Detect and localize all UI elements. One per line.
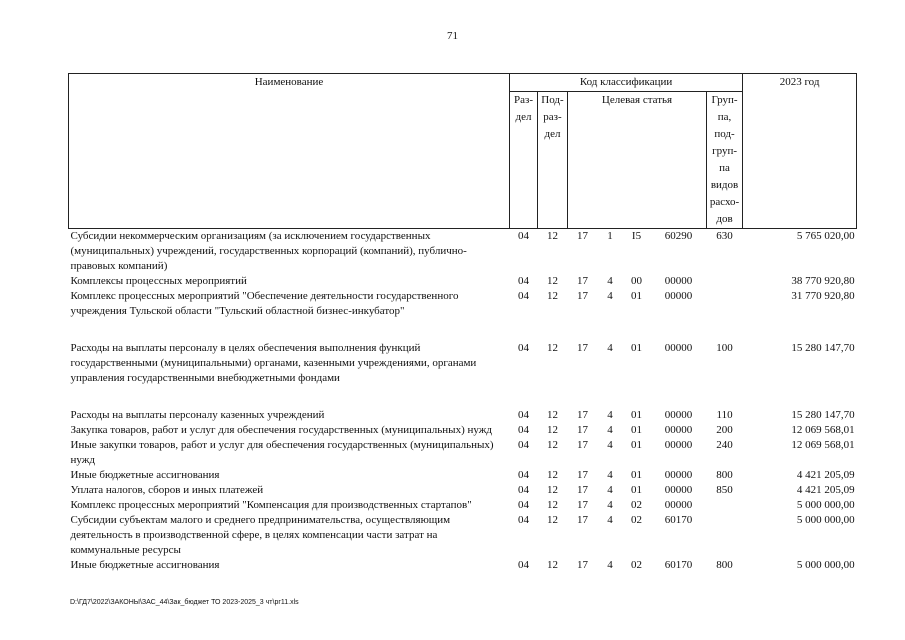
cell-t1: 17 [577,559,588,571]
cell-podrazdel: 12 [547,469,558,481]
cell-t4: 00000 [664,424,693,436]
cell-name: Комплекс процессных мероприятий "Обеспечение деятельности государственного учреждения Тульской области "Тульский областной бизнес-инкубатор" [70,290,459,317]
header-year: 2023 год [743,74,857,229]
table-row [69,423,857,438]
file-path-footer: D:\ГД7\2022\ЗАКОНЫ\ЗАС_44\Зак_бюджет ТО 2023-2025_3 чт\рг11.xls [70,599,299,606]
cell-name: Субсидии субъектам малого и среднего предпринимательства, осуществляющим деятельность в производственной сфере, в целях компенсации части затрат на коммунальные ресурсы [70,514,451,556]
table-row [69,289,857,319]
table-row [69,483,857,498]
cell-group [707,498,743,513]
cell-t3: 02 [631,499,642,511]
cell-razdel: 04 [518,342,529,354]
cell-razdel: 04 [518,469,529,481]
cell-group: 240 [716,439,733,451]
cell-razdel: 04 [518,424,529,436]
cell-amount: 12 069 568,01 [791,439,855,451]
cell-t2: 4 [607,469,613,481]
table-row [69,408,857,423]
table-row [69,513,857,558]
cell-group: 630 [716,230,733,242]
cell-t1: 17 [577,514,588,526]
cell-t4: 60170 [664,559,693,571]
cell-group: 100 [716,342,733,354]
cell-razdel: 04 [518,514,529,526]
header-podrazdel: Под- раз- дел [538,92,568,229]
cell-name: Иные бюджетные ассигнования [70,559,220,571]
cell-t2: 4 [607,342,613,354]
cell-name: Уплата налогов, сборов и иных платежей [70,484,264,496]
row-spacer [69,319,857,341]
cell-t2: 1 [607,230,613,242]
cell-podrazdel: 12 [547,559,558,571]
cell-t2: 4 [607,275,613,287]
cell-t2: 4 [607,514,613,526]
cell-name: Иные бюджетные ассигнования [70,469,220,481]
cell-name: Иные закупки товаров, работ и услуг для обеспечения государственных (муниципальных) нужд [70,439,494,466]
cell-t4: 00000 [664,499,693,511]
cell-t4: 60290 [664,230,693,242]
cell-name: Субсидии некоммерческим организациям (за исключением государственных (муниципальных) учреждений, государственных корпораций (компаний), публично-правовых компаний) [70,230,467,272]
cell-razdel: 04 [518,409,529,421]
cell-name: Комплексы процессных мероприятий [70,275,247,287]
header-target: Целевая статья [568,92,707,229]
cell-podrazdel: 12 [547,290,558,302]
cell-group: 850 [716,484,733,496]
cell-podrazdel: 12 [547,275,558,287]
table-header [69,74,857,229]
cell-t4: 60170 [664,514,693,526]
cell-name: Расходы на выплаты персоналу в целях обеспечения выполнения функций государственными (муниципальными) органами, казенными учреждениями, органами управления государственными внебюджетными фондами [70,342,477,384]
table-row [69,558,857,573]
cell-t1: 17 [577,409,588,421]
cell-name: Закупка товаров, работ и услуг для обеспечения государственных (муниципальных) нужд [70,424,492,436]
cell-podrazdel: 12 [547,484,558,496]
cell-t1: 17 [577,290,588,302]
cell-t1: 17 [577,230,588,242]
header-group: Груп- па, под- груп- па видов расхо- дов [707,92,743,229]
cell-t3: 01 [631,469,642,481]
header-razdel: Раз- дел [510,92,538,229]
cell-podrazdel: 12 [547,514,558,526]
cell-t3: I5 [631,230,642,242]
cell-t1: 17 [577,499,588,511]
cell-t3: 01 [631,290,642,302]
cell-amount: 15 280 147,70 [791,342,855,354]
cell-amount: 4 421 205,09 [796,484,855,496]
cell-t2: 4 [607,290,613,302]
cell-t4: 00000 [664,469,693,481]
cell-t1: 17 [577,342,588,354]
cell-t3: 02 [631,559,642,571]
cell-group: 800 [716,559,733,571]
cell-amount: 5 000 000,00 [796,499,855,511]
cell-t3: 01 [631,342,642,354]
budget-table [68,73,857,573]
cell-group: 110 [716,409,733,421]
cell-t3: 01 [631,424,642,436]
cell-t1: 17 [577,424,588,436]
cell-razdel: 04 [518,275,529,287]
header-name: Наименование [69,74,510,229]
cell-group [707,274,743,289]
cell-t2: 4 [607,439,613,451]
cell-t1: 17 [577,439,588,451]
cell-t1: 17 [577,484,588,496]
cell-podrazdel: 12 [547,499,558,511]
cell-razdel: 04 [518,559,529,571]
cell-podrazdel: 12 [547,409,558,421]
cell-razdel: 04 [518,230,529,242]
cell-amount: 5 000 000,00 [796,559,855,571]
cell-t1: 17 [577,469,588,481]
cell-t3: 01 [631,409,642,421]
cell-t4: 00000 [664,409,693,421]
cell-razdel: 04 [518,439,529,451]
cell-podrazdel: 12 [547,230,558,242]
page-number: 71 [447,30,458,42]
cell-razdel: 04 [518,484,529,496]
cell-t2: 4 [607,484,613,496]
cell-t3: 02 [631,514,642,526]
header-classification: Код классификации [510,74,743,92]
cell-name: Расходы на выплаты персоналу казенных учреждений [70,409,325,421]
table-row [69,274,857,289]
cell-group: 800 [716,469,733,481]
cell-t2: 4 [607,424,613,436]
cell-group [707,513,743,558]
cell-t1: 17 [577,275,588,287]
cell-name: Комплекс процессных мероприятий "Компенсация для производственных стартапов" [70,499,472,511]
cell-razdel: 04 [518,290,529,302]
cell-amount: 12 069 568,01 [791,424,855,436]
cell-amount: 15 280 147,70 [791,409,855,421]
table-row [69,229,857,275]
cell-t2: 4 [607,409,613,421]
cell-t4: 00000 [664,275,693,287]
table-row [69,438,857,468]
cell-t3: 00 [631,275,642,287]
cell-amount: 5 765 020,00 [796,230,855,242]
cell-t3: 01 [631,484,642,496]
cell-amount: 38 770 920,80 [791,275,855,287]
table-body [69,229,857,574]
cell-group [707,289,743,319]
cell-t2: 4 [607,559,613,571]
table-row [69,341,857,386]
cell-t4: 00000 [664,439,693,451]
row-spacer [69,386,857,408]
cell-podrazdel: 12 [547,424,558,436]
cell-amount: 31 770 920,80 [791,290,855,302]
cell-t4: 00000 [664,484,693,496]
table-row [69,498,857,513]
cell-t4: 00000 [664,342,693,354]
cell-t2: 4 [607,499,613,511]
cell-podrazdel: 12 [547,342,558,354]
cell-amount: 4 421 205,09 [796,469,855,481]
cell-razdel: 04 [518,499,529,511]
cell-amount: 5 000 000,00 [796,514,855,526]
cell-t4: 00000 [664,290,693,302]
cell-t3: 01 [631,439,642,451]
cell-podrazdel: 12 [547,439,558,451]
cell-group: 200 [716,424,733,436]
table-row [69,468,857,483]
